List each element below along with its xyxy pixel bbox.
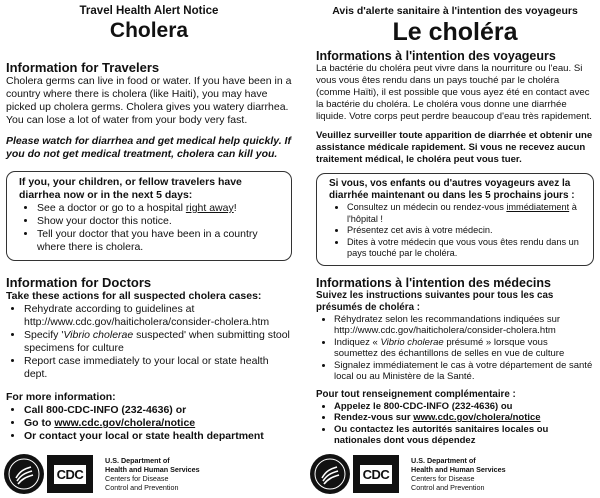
callout-list: [19, 202, 281, 254]
doctors-item-suffix: suspected' when submitting stool specimens for culture: [24, 329, 290, 354]
footer: [310, 454, 506, 494]
callout-item-text: Consultez un médecin ou rendez-vous: [347, 202, 507, 212]
callout-box: [6, 171, 292, 261]
dept-line: Centers for Disease: [105, 474, 169, 483]
list-item: • Signalez immédiatement le cas à votre département de santé local ou au Ministère de la Santé.: [334, 360, 594, 383]
list-item: [334, 412, 594, 424]
list-item: [347, 202, 583, 225]
english-column: [0, 0, 298, 498]
list-item: • Report case immediately to your local or state health dept.: [24, 355, 292, 381]
doctors-item-text: Indiquez «: [334, 336, 381, 348]
doctors-list: [316, 314, 594, 383]
list-item: [334, 337, 594, 360]
cdc-notice-link[interactable]: www.cdc.gov/cholera/notice: [54, 417, 196, 429]
department-text: [105, 456, 200, 492]
cdc-logo-text: CDC: [54, 465, 87, 484]
travelers-heading: Informations à l'intention des voyageurs: [316, 49, 556, 63]
list-item: [24, 417, 292, 430]
notice-label: Travel Health Alert Notice: [79, 5, 219, 17]
list-item: • Or contact your local or state health department: [24, 430, 292, 443]
list-item: • Show your doctor this notice.: [37, 215, 281, 228]
travelers-warning: Please watch for diarrhea and get medical help quickly. If you do not get medical treatment, cholera can kill you.: [6, 135, 291, 160]
more-info-heading: Pour tout renseignement complémentaire :: [316, 388, 516, 400]
travelers-warning: Veuillez surveiller toute apparition de diarrhée et obtenir une assistance médicale rapidement. Si vous ne recevez aucun traitement médical, le choléra peut vous tuer.: [316, 130, 593, 165]
callout-lead: Si vous, vos enfants ou d'autres voyageurs avez la diarrhée maintenant ou dans les 5 prochains jours :: [329, 178, 575, 201]
vibrio-cholerae-text: Vibrio cholerae: [63, 329, 134, 341]
cdc-logo-icon: [47, 455, 93, 493]
immediately-text: immédiatement: [506, 202, 570, 212]
dept-line: U.S. Department of: [411, 456, 476, 465]
right-away-text: right away: [185, 202, 234, 214]
callout-item-text: See a doctor or go to a hospital: [37, 202, 186, 214]
notice-title: Cholera: [109, 19, 189, 42]
more-info-heading: For more information:: [6, 391, 116, 403]
french-column: [306, 0, 600, 498]
dept-line: U.S. Department of: [105, 456, 170, 465]
list-item: [37, 202, 281, 215]
more-info-text: Go to: [24, 417, 55, 429]
doctors-subheading: Take these actions for all suspected cholera cases:: [6, 290, 262, 302]
list-item: • Appelez le 800-CDC-INFO (232-4636) ou: [334, 401, 594, 413]
doctors-item-suffix: présumé » lorsque vous soumettez des échantillons de selles en vue de culture: [334, 336, 565, 359]
doctors-heading: Informations à l'intention des médecins: [316, 275, 551, 290]
callout-box: [316, 173, 594, 266]
list-item: • Rehydrate according to guidelines at http://www.cdc.gov/haiticholera/consider-cholera.htm: [24, 303, 292, 329]
doctors-item-text: Specify ': [24, 329, 64, 341]
list-item: • Call 800-CDC-INFO (232-4636) or: [24, 404, 292, 417]
cdc-logo-text: CDC: [360, 465, 393, 484]
footer: [4, 454, 200, 494]
list-item: • Réhydratez selon les recommandations indiquées sur http://www.cdc.gov/haiticholera/consider-cholera.htm: [334, 314, 594, 337]
more-info-list: [316, 401, 594, 447]
callout-item-suffix: à l'hôpital !: [347, 202, 577, 224]
travelers-heading: Information for Travelers: [6, 60, 160, 75]
dept-line: Health and Human Services: [411, 465, 506, 474]
list-item: • Ou contactez les autorités sanitaires locales ou nationales dont vous dépendez: [334, 424, 594, 447]
cdc-logo-icon: [353, 455, 399, 493]
more-info-list: [6, 404, 292, 443]
vibrio-cholerae-text: Vibrio cholerae: [380, 336, 444, 348]
hhs-seal-icon: [310, 454, 350, 494]
list-item: • Tell your doctor that you have been in a country where there is cholera.: [37, 228, 281, 254]
department-text: [411, 456, 506, 492]
dept-line: Control and Prevention: [411, 483, 485, 492]
dept-line: Centers for Disease: [411, 474, 475, 483]
travelers-body: Cholera germs can live in food or water. If you have been in a country where there is cholera (like Haiti), you may have picked up cholera germs. Cholera gives you watery diarrhea. You can lose a lot of water from your body very fast.: [6, 75, 292, 126]
doctors-subheading: Suivez les instructions suivantes pour tous les cas présumés de choléra :: [316, 289, 554, 313]
callout-item-suffix: !: [233, 202, 237, 214]
list-item: • Présentez cet avis à votre médecin.: [347, 225, 583, 237]
callout-lead: If you, your children, or fellow travelers have diarrhea now or in the next 5 days:: [19, 176, 242, 201]
more-info-text: Rendez-vous sur: [334, 412, 414, 423]
travelers-body: La bactérie du choléra peut vivre dans la nourriture ou l'eau. Si vous vous êtes rendu dans un pays touché par le choléra (comme Haïti), il est possible que vous ayez été en contact avec la bactérie du choléra. Le choléra vous donne une diarrhée liquide. Votre corps peut perdre beaucoup d'eau très rapidement.: [316, 63, 592, 122]
notice-label: Avis d'alerte sanitaire à l'intention des voyageurs: [332, 5, 578, 17]
notice-title: Le choléra: [392, 18, 518, 46]
dept-line: Control and Prevention: [105, 483, 179, 492]
list-item: [24, 329, 292, 355]
callout-list: [329, 202, 583, 260]
cdc-notice-link[interactable]: www.cdc.gov/cholera/notice: [413, 412, 541, 423]
doctors-heading: Information for Doctors: [6, 275, 152, 290]
hhs-seal-icon: [4, 454, 44, 494]
doctors-list: [6, 303, 292, 381]
dept-line: Health and Human Services: [105, 465, 200, 474]
list-item: • Dites à votre médecin que vous vous êtes rendu dans un pays touché par le choléra.: [347, 237, 583, 260]
